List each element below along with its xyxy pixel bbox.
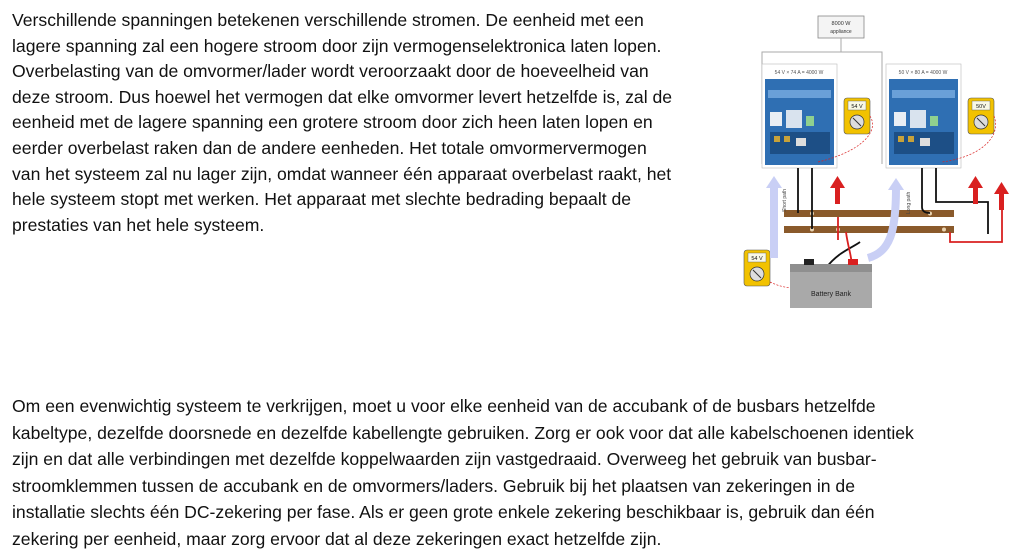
inverter-right [886,64,961,168]
appliance-power-label: 8000 W [831,21,851,27]
meter-right-value: 50V [976,104,986,110]
meter-battery [744,250,770,286]
meter-left [844,98,870,134]
text-line: prestaties van het hele systeem. [12,214,265,235]
meter-right [968,98,994,134]
long-path-arrow [868,178,912,258]
battery-bank [790,259,872,308]
short-path-label: Short path [782,188,788,212]
text-line: deze stroom. Dus hoewel het vermogen dat elke omvormer levert hetzelfde is, zal de [12,86,673,107]
text-line: hele systeem stopt met werken. Het apparaat met slechte bedrading bepaalt de [12,189,632,210]
unit-right-label: 50 V × 80 A = 4000 W [898,70,948,76]
text-line: Overbelasting van de omvormer/lader wordt veroorzaakt door de hoeveelheid van [12,61,649,82]
text-line: installatie slechts één DC-zekering per fase. Als er geen grote enkele zekering beschikbaar is, gebruik dan één [12,502,875,523]
text-line: van het systeem zal nu lager zijn, omdat wanneer één apparaat overbelast raakt, het [12,163,672,184]
inverter-left [762,64,837,168]
text-line: zekering per eenheid, maar zorg ervoor dat al deze zekeringen exact hetzelfde zijn. [12,528,662,549]
current-arrows [830,176,1009,210]
text-line: lagere spanning zal een hogere stroom door zijn vermogenselektronica laten lopen. [12,35,662,56]
text-line: eenheid met de lagere spanning een grotere stroom door zich heen laten lopen en [12,112,653,133]
text-line: Verschillende spanningen betekenen verschillende stromen. De eenheid met een [12,10,644,30]
text-line: eerder overbelast raken dan de andere eenheden. Het totale omvormervermogen [12,137,647,158]
paragraph-2 [12,393,1012,553]
paragraph-1 [12,8,732,238]
text-line: kabeltype, dezelfde doorsnede en dezelfde kabellengte gebruiken. Zorg er ook voor dat alle kabelschoenen identiek [12,422,914,443]
long-path-label: Long path [906,191,912,214]
text-line: zijn en dat alle verbindingen met dezelfde koppelwaarden zijn vastgedraaid. Overweeg het gebruik van busbar- [12,449,877,470]
appliance-box [818,16,864,38]
appliance-name-label: appliance [830,29,852,35]
meter-battery-value: 54 V [751,256,763,262]
unit-left-label: 54 V × 74 A = 4000 W [774,70,824,76]
meter-left-value: 54 V [851,104,863,110]
text-line: Om een evenwichtig systeem te verkrijgen, moet u voor elke eenheid van de accubank of de busbars hetzelfde [12,396,876,416]
wiring-diagram [740,12,1010,312]
battery-label: Battery Bank [810,291,852,298]
text-line: stroomklemmen tussen de accubank en de omvormers/laders. Gebruik bij het plaatsen van zekeringen in de [12,475,855,496]
